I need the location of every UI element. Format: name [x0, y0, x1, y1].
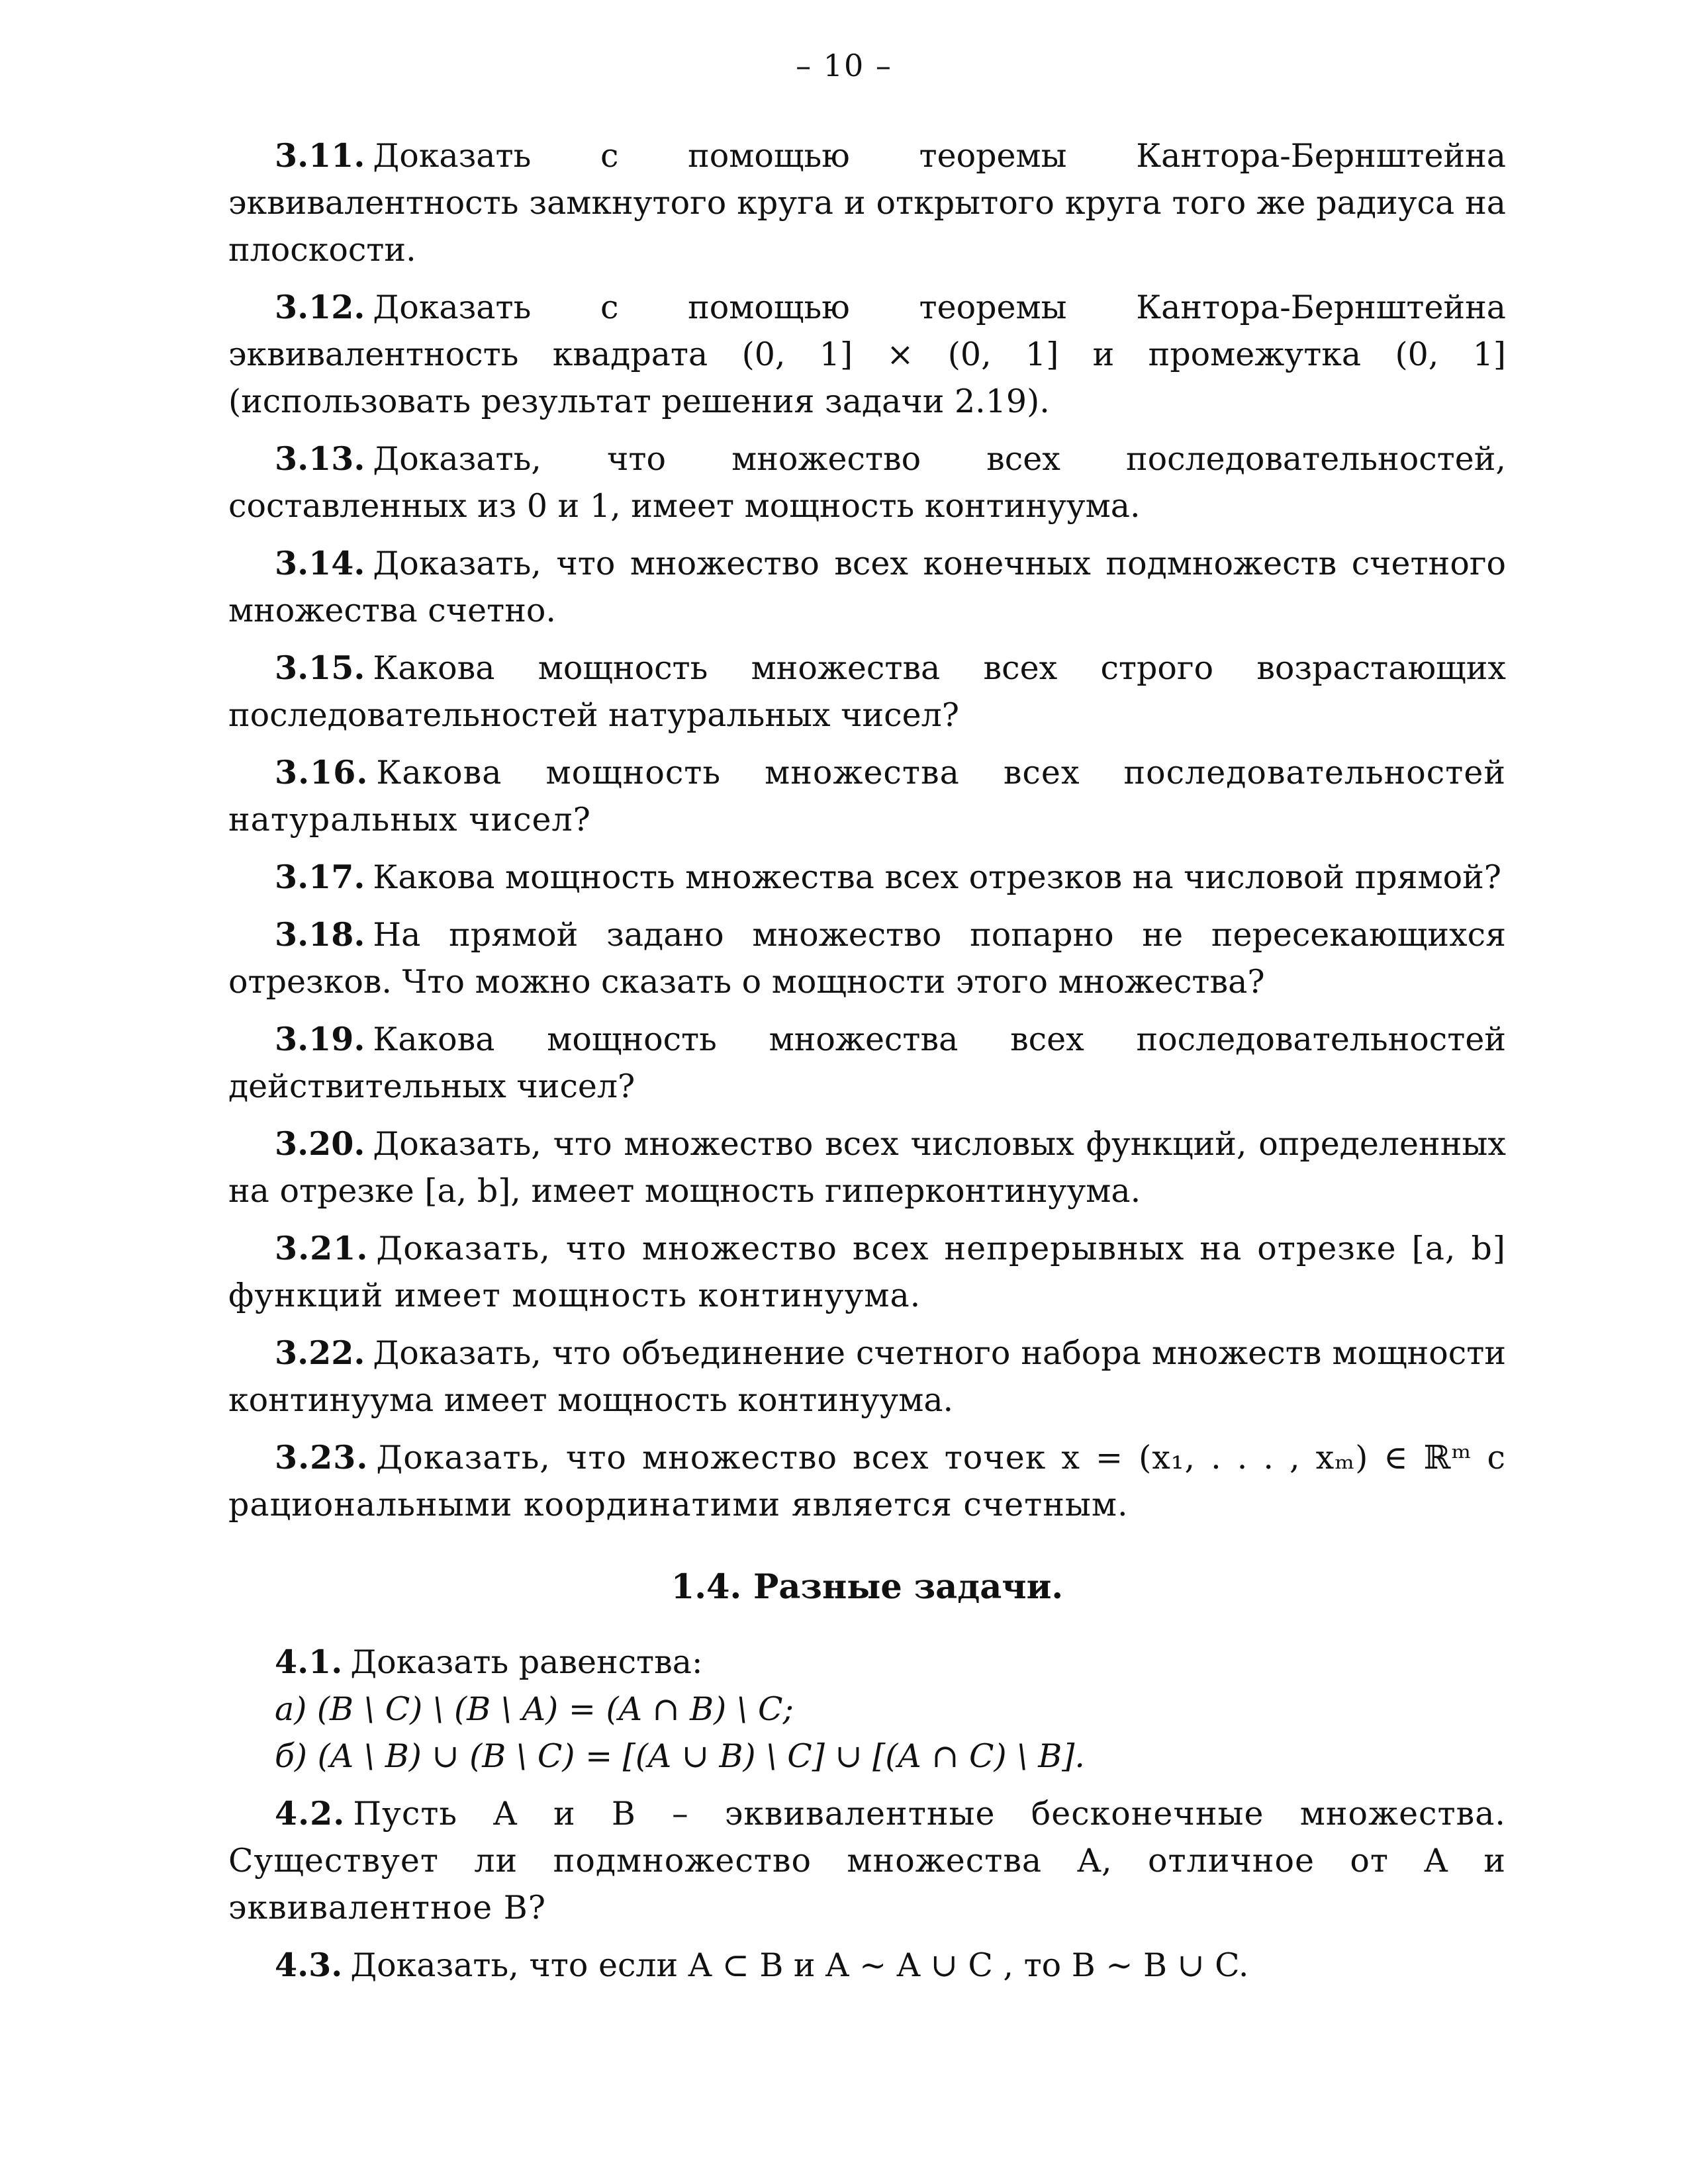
problem-3-21	[228, 1225, 1506, 1319]
section-heading: 1.4. Разные задачи.	[671, 1567, 1064, 1607]
problem-3-15	[228, 645, 1506, 739]
problem-text: Доказать, что множество всех конечных подмножеств счетного множества счетно.	[228, 545, 1506, 629]
problem-number: 3.22.	[275, 1334, 365, 1372]
problem-number: 3.21.	[275, 1229, 369, 1267]
problem-text: Какова мощность множества всех последовательностей действительных чисел?	[228, 1021, 1506, 1105]
problem-text: Доказать, что множество всех непрерывных на отрезке [a, b] функций имеет мощность континуума.	[228, 1230, 1506, 1314]
problem-4-1	[228, 1639, 1506, 1686]
problem-3-11	[228, 132, 1506, 273]
problem-text: Доказать с помощью теоремы Кантора-Бернштейна эквивалентность квадрата (0, 1] × (0, 1] и промежутка (0, 1] (использовать результат решения задачи 2.19).	[228, 289, 1506, 420]
problem-number: 3.11.	[275, 136, 365, 175]
problem-text: Доказать, что множество всех последовательностей, составленных из 0 и 1, имеет мощность континуума.	[228, 440, 1506, 525]
problem-text: Доказать, что множество всех числовых функций, определенных на отрезке [a, b], имеет мощность гиперконтинуума.	[228, 1125, 1506, 1210]
problem-text: Доказать, что если A ⊂ B и A ∼ A ∪ C , то B ∼ B ∪ C.	[350, 1946, 1249, 1984]
problem-text: Доказать, что множество всех точек x = (x₁, . . . , xₘ) ∈ ℝᵐ с рациональными координатими является счетным.	[228, 1439, 1506, 1524]
problem-text: Пусть A и B – эквивалентные бесконечные множества. Существует ли подмножество множества A, отличное от A и эквивалентное B?	[228, 1795, 1506, 1927]
problem-number: 4.1.	[275, 1643, 343, 1681]
page-content	[228, 132, 1506, 1999]
problem-number: 3.12.	[275, 288, 365, 326]
problem-number: 4.3.	[275, 1946, 343, 1984]
problem-number: 3.17.	[275, 858, 365, 896]
problem-number: 4.2.	[275, 1794, 346, 1833]
problem-number: 3.23.	[275, 1438, 369, 1477]
page-number: – 10 –	[796, 48, 892, 83]
problem-4-3	[228, 1942, 1506, 1989]
problem-3-12	[228, 284, 1506, 425]
problem-text: Какова мощность множества всех последовательностей натуральных чисел?	[228, 754, 1506, 839]
problem-number: 3.18.	[275, 915, 365, 954]
problem-3-22	[228, 1330, 1506, 1424]
problem-4-2	[228, 1790, 1506, 1931]
problem-number: 3.20.	[275, 1124, 365, 1163]
problem-number: 3.19.	[275, 1020, 365, 1058]
problem-number: 3.15.	[275, 649, 365, 687]
equality-b: б) (A \ B) ∪ (B \ C) = [(A ∪ B) \ C] ∪ [(A ∩ C) \ B].	[275, 1737, 1085, 1775]
equality-a: а) (B \ C) \ (B \ A) = (A ∩ B) \ C;	[275, 1690, 794, 1728]
problem-number: 3.16.	[275, 753, 369, 792]
problem-3-20	[228, 1120, 1506, 1214]
problem-3-13	[228, 435, 1506, 529]
problem-text: Какова мощность множества всех отрезков на числовой прямой?	[373, 858, 1502, 896]
problem-3-18	[228, 911, 1506, 1005]
problem-text: Доказать, что объединение счетного набора множеств мощности континуума имеет мощность континуума.	[228, 1334, 1506, 1419]
problem-number: 3.13.	[275, 439, 365, 478]
problem-text: Доказать равенства:	[350, 1643, 703, 1681]
problem-text: Какова мощность множества всех строго возрастающих последовательностей натуральных чисел?	[228, 649, 1506, 734]
problem-3-14	[228, 540, 1506, 634]
problem-text: Доказать с помощью теоремы Кантора-Бернштейна эквивалентность замкнутого круга и открытого круга того же радиуса на плоскости.	[228, 137, 1506, 269]
problem-3-16	[228, 749, 1506, 843]
problem-3-19	[228, 1016, 1506, 1110]
problem-3-23	[228, 1434, 1506, 1528]
problem-3-17	[228, 854, 1506, 901]
problem-number: 3.14.	[275, 544, 365, 582]
problem-text: На прямой задано множество попарно не пересекающихся отрезков. Что можно сказать о мощности этого множества?	[228, 916, 1506, 1001]
